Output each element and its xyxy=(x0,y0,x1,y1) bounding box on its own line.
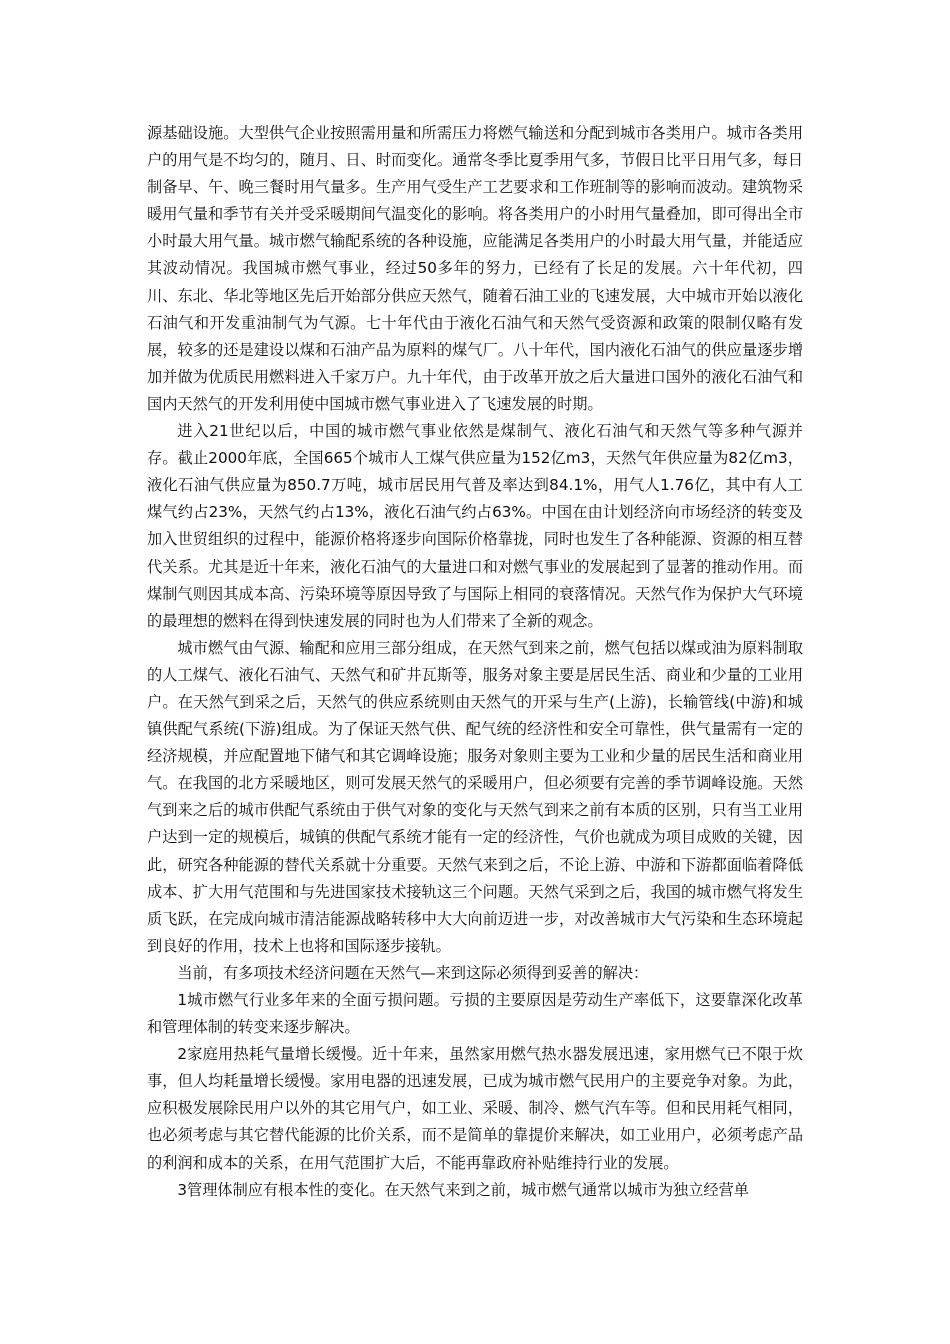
paragraph-current-issues: 当前，有多项技术经济问题在天然气—来到这际必须得到妥善的解决： xyxy=(177,963,649,982)
document-page xyxy=(147,120,803,1204)
paragraph-continuation: 源基础设施。大型供气企业按照需用量和所需压力将燃气输送和分配到城市各类用户。城市各类用户的用气是不均匀的，随月、日、时而变化。通常冬季比夏季用气多，节假日比平日用气多，每日制备早、午、晚三餐时用气量多。生产用气受生产工艺要求和工作班制等的影响而波动。建筑物采暖用气量和季节有关并受采暖期间气温变化的影响。将各类用户的小时用气量叠加，即可得出全市小时最大用气量。城市燃气输配系统的各种设施，应能满足各类用户的小时最大用气量，并能适应其波动情况。我国城市燃气事业，经过50多年的努力，已经有了长足的发展。六十年代初，四川、东北、华北等地区先后开始部分供应天然气，随着石油工业的飞速发展，大中城市开始以液化石油气和开发重油制气为气源。七十年代由于液化石油气和天然气受资源和政策的限制仅略有发展，较多的还是建设以煤和石油产品为原料的煤气厂。八十年代，国内液化石油气的供应量逐步增加并做为优质民用燃料进入千家万户。九十年代，由于改革开放之后大量进口国外的液化石油气和国内天然气的开发利用使中国城市燃气事业进入了飞速发展的时期。 xyxy=(147,124,803,413)
list-item-2: 2家庭用热耗气量增长缓慢。近十年来，虽然家用燃气热水器发展迅速，家用燃气已不限于炊事，但人均耗量增长缓慢。家用电器的迅速发展，已成为城市燃气民用户的主要竞争对象。为此，应积极发展除民用户以外的其它用气户，如工业、采暖、制冷、燃气汽车等。但和民用耗气相同，也必须考虑与其它替代能源的比价关系，而不是简单的靠提价来解决，如工业用户，必须考虑产品的利润和成本的关系，在用气范围扩大后，不能再靠政府补贴维持行业的发展。 xyxy=(147,1045,803,1172)
paragraph-gas-composition: 城市燃气由气源、输配和应用三部分组成，在天然气到来之前，燃气包括以煤或油为原料制取的人工煤气、液化石油气、天然气和矿井瓦斯等，服务对象主要是居民生活、商业和少量的工业用户。在天然气到采之后，天然气的供应系统则由天然气的开采与生产(上游)，长输管线(中游)和城镇供配气系统(下游)组成。为了保证天然气供、配气统的经济性和安全可靠性，供气量需有一定的经济规模，并应配置地下储气和其它调峰设施；服务对象则主要为工业和少量的居民生活和商业用气。在我国的北方采暖地区，则可发展天然气的采暖用户，但必须要有完善的季节调峰设施。天然气到来之后的城市供配气系统由于供气对象的变化与天然气到来之前有本质的区别，只有当工业用户达到一定的规模后，城镇的供配气系统才能有一定的经济性，气价也就成为项目成败的关键，因此，研究各种能源的替代关系就十分重要。天然气来到之后，不论上游、中游和下游都面临着降低成本、扩大用气范围和与先进国家技术接轨这三个问题。天然气采到之后，我国的城市燃气将发生质飞跃，在完成向城市清洁能源战略转移中大大向前迈进一步，对改善城市大气污染和生态环境起到良好的作用，技术上也将和国际逐步接轨。 xyxy=(147,638,803,955)
paragraph-21st-century: 进入21世纪以后，中国的城市燃气事业依然是煤制气、液化石油气和天然气等多种气源并存。截止2000年底，全国665个城市人工煤气供应量为152亿m3，天然气年供应量为82亿m3，液化石油气供应量为850.7万吨，城市居民用气普及率达到84.1%，用气人1.76亿，其中有人工煤气约占23%，天然气约占13%，液化石油气约占63%。中国在由计划经济向市场经济的转变及加入世贸组织的过程中，能源价格将逐步向国际价格靠拢，同时也发生了各种能源、资源的相互替代关系。尤其是近十年来，液化石油气的大量进口和对燃气事业的发展起到了显著的推动作用。而煤制气则因其成本高、污染环境等原因导致了与国际上相同的衰落情况。天然气作为保护大气环境的最理想的燃料在得到快速发展的同时也为人们带来了全新的观念。 xyxy=(147,422,803,630)
list-item-3: 3管理体制应有根本性的变化。在天然气来到之前，城市燃气通常以城市为独立经营单 xyxy=(177,1180,749,1199)
list-item-1: 1城市燃气行业多年来的全面亏损问题。亏损的主要原因是劳动生产率低下，这要靠深化改革和管理体制的转变来逐步解决。 xyxy=(147,991,803,1037)
